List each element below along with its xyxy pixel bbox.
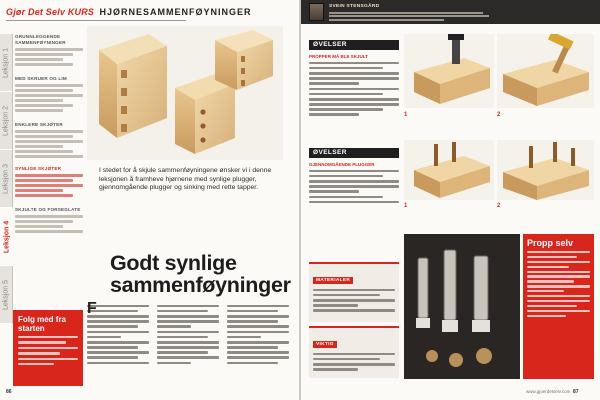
text-line	[309, 72, 399, 75]
text-line	[157, 315, 219, 318]
text-line	[87, 341, 149, 344]
sidebar-group	[15, 122, 83, 158]
plug-cutter-photo	[404, 234, 520, 379]
follow-along-box	[13, 310, 83, 386]
text-line	[15, 184, 83, 187]
text-line	[157, 341, 219, 344]
text-line	[87, 351, 149, 354]
text-line	[157, 362, 191, 365]
text-line	[329, 15, 489, 17]
step-caption	[497, 112, 594, 118]
text-line	[527, 266, 569, 268]
magazine-kicker	[6, 7, 252, 17]
text-line	[527, 315, 566, 317]
body-columns	[87, 302, 292, 386]
text-line	[15, 109, 63, 112]
text-line	[227, 315, 289, 318]
kicker-brand: Gjør Det Selv KURS	[6, 7, 95, 17]
text-line	[309, 201, 399, 204]
sidebar-heading: MED SKRUER OG LIM	[15, 76, 67, 81]
text-line	[15, 220, 73, 223]
sidebar-heading: SKJULTE OG FORSEGLATE	[15, 207, 81, 212]
tab-lesson-4[interactable]	[0, 208, 13, 266]
text-line	[309, 113, 359, 116]
text-line	[527, 251, 590, 253]
text-line	[309, 108, 383, 111]
step-caption	[404, 112, 494, 118]
tip-title: Folg med fra starten	[18, 315, 67, 333]
text-line	[15, 140, 83, 143]
step-number: 1	[404, 203, 408, 209]
text-line	[87, 346, 138, 349]
page-number: 86	[6, 389, 12, 395]
text-line	[227, 305, 289, 308]
exercise-heading: ØVELSER	[309, 40, 399, 50]
text-line	[309, 175, 383, 178]
text-line	[313, 289, 395, 292]
text-line	[527, 290, 564, 292]
propp-selv-panel	[523, 234, 594, 379]
text-line	[15, 48, 83, 51]
body-column	[87, 302, 149, 367]
dowel-illustration	[497, 140, 594, 200]
text-line	[227, 320, 278, 323]
tab-label: Leksjon 3	[2, 163, 10, 194]
wood-joints-illustration	[87, 26, 283, 160]
text-line	[18, 352, 60, 354]
text-line	[15, 155, 83, 158]
text-line	[15, 145, 63, 148]
joint-photo	[87, 26, 283, 160]
text-line	[87, 325, 138, 328]
article-headline: Godt synlige sammenføyninger	[110, 251, 291, 297]
text-line	[15, 84, 83, 87]
text-line	[15, 135, 73, 138]
text-line	[15, 215, 83, 218]
text-line	[15, 63, 73, 66]
step-photo	[497, 140, 594, 200]
step-number: 2	[497, 112, 501, 118]
sidebar-heading-active: SYNLIGE SKJØTER	[15, 166, 62, 171]
page-number: 87	[572, 389, 579, 395]
text-line	[87, 331, 149, 334]
left-page	[0, 0, 299, 400]
sidebar-group-active	[15, 166, 83, 197]
tab-lesson-3[interactable]	[0, 150, 13, 208]
text-line	[227, 310, 278, 313]
text-line	[15, 53, 73, 56]
exercise-heading: ØVELSER	[309, 148, 399, 158]
author-avatar	[309, 3, 324, 21]
text-line	[15, 99, 63, 102]
text-line	[329, 12, 483, 14]
step-caption	[497, 203, 594, 209]
author-bar	[301, 0, 600, 24]
text-line	[15, 130, 83, 133]
sidebar-group	[15, 76, 83, 112]
text-line	[15, 179, 73, 182]
text-line	[313, 309, 395, 312]
text-line	[309, 67, 383, 70]
page-footer	[6, 389, 14, 395]
step-number: 2	[497, 203, 501, 209]
footer-url	[526, 389, 579, 395]
text-line	[309, 93, 383, 96]
text-line	[309, 170, 399, 173]
text-line	[157, 336, 208, 339]
propp-title: Propp selv	[527, 238, 574, 248]
text-line	[527, 275, 590, 277]
text-line	[18, 363, 54, 365]
text-line	[313, 358, 380, 361]
text-line	[15, 94, 83, 97]
text-line	[87, 356, 138, 359]
text-line	[309, 82, 359, 85]
text-line	[157, 351, 208, 354]
text-line	[227, 341, 289, 344]
author-bio	[329, 10, 489, 22]
tab-label: Leksjon 2	[2, 105, 10, 136]
text-line	[313, 368, 358, 371]
text-line	[15, 150, 73, 153]
text-line	[313, 299, 395, 302]
text-line	[309, 62, 399, 65]
exercise-text	[309, 54, 399, 119]
text-line	[313, 363, 395, 366]
text-line	[527, 305, 577, 307]
important-box	[309, 326, 399, 378]
text-line	[15, 104, 73, 107]
step-photo	[404, 140, 494, 200]
text-line	[15, 194, 73, 197]
text-line	[527, 271, 590, 273]
text-line	[15, 89, 73, 92]
sidebar-heading: GRUNNLEGGENDE SAMMENFØYNINGER	[15, 34, 66, 45]
right-page	[301, 0, 600, 400]
author-name: SVEIN STENSGÅRD	[329, 4, 380, 9]
text-line	[157, 320, 219, 323]
body-column	[157, 302, 219, 367]
footer-url-text: www.gjoerdetselv.com	[526, 389, 571, 394]
text-line	[157, 310, 208, 313]
text-line	[309, 190, 359, 193]
text-line	[313, 294, 380, 297]
text-line	[527, 285, 590, 287]
text-line	[157, 331, 219, 334]
text-line	[157, 346, 219, 349]
text-line	[87, 336, 121, 339]
text-line	[329, 19, 444, 21]
intro-paragraph: I stedet for å skjule sammenføyningene ønsker vi i denne leksjonen å framheve hjørnene med synlige plugger, gjennomgående plugger og sinking med rette tapper.	[99, 167, 272, 192]
materials-title: MATERIALER	[313, 277, 353, 284]
tab-lesson-1[interactable]	[0, 34, 13, 92]
step-photo	[404, 34, 494, 108]
text-line	[227, 362, 278, 365]
step-number: 1	[404, 112, 408, 118]
text-line	[227, 336, 261, 339]
text-line	[309, 98, 399, 101]
text-line	[309, 77, 399, 80]
text-line	[18, 347, 78, 349]
hammer-illustration	[497, 34, 594, 108]
text-line	[157, 325, 191, 328]
text-line	[527, 261, 590, 263]
text-line	[15, 230, 83, 233]
text-line	[87, 320, 149, 323]
important-title: VIKTIG	[313, 341, 337, 348]
text-line	[18, 341, 66, 343]
header-rule	[6, 20, 186, 21]
exercise-lead: GJENNOMGÅENDE PLUGGER	[309, 162, 375, 167]
text-line	[309, 180, 399, 183]
text-line	[15, 225, 63, 228]
text-line	[227, 325, 289, 328]
text-line	[227, 351, 289, 354]
text-line	[313, 353, 395, 356]
sidebar-group	[15, 34, 83, 66]
text-line	[527, 280, 574, 282]
text-line	[309, 185, 399, 188]
text-line	[227, 356, 289, 359]
tab-lesson-2[interactable]	[0, 92, 13, 150]
text-line	[15, 58, 63, 61]
text-line	[15, 189, 63, 192]
text-line	[227, 331, 289, 334]
text-line	[227, 346, 278, 349]
text-line	[527, 256, 577, 258]
text-line	[313, 304, 358, 307]
text-line	[527, 300, 590, 302]
lesson-sidebar	[15, 34, 83, 288]
drop-cap: F	[87, 300, 97, 317]
tab-label: Leksjon 5	[2, 279, 10, 310]
tab-lesson-5[interactable]	[0, 266, 13, 324]
text-line	[15, 174, 83, 177]
plug-cutters-illustration	[404, 234, 520, 379]
sidebar-group	[15, 207, 83, 233]
text-line	[18, 336, 78, 338]
text-line	[157, 305, 219, 308]
drilling-illustration	[404, 34, 494, 108]
text-line	[527, 310, 590, 312]
tab-label: Leksjon 1	[2, 47, 10, 78]
sidebar-heading: ENKLERE SKJØTER	[15, 122, 63, 127]
exercise-lead: PROPPER MÅ BLE SKJULT	[309, 54, 368, 59]
text-line	[18, 358, 78, 360]
dowel-illustration	[404, 140, 494, 200]
text-line	[309, 88, 399, 91]
body-column	[227, 302, 289, 367]
text-line	[309, 196, 383, 199]
text-line	[157, 356, 219, 359]
text-line	[309, 103, 399, 106]
text-line	[527, 295, 590, 297]
step-photo	[497, 34, 594, 108]
section-title: HJØRNESAMMENFØYNINGER	[99, 7, 252, 17]
step-caption	[404, 203, 494, 209]
tab-label: Leksjon 4	[3, 220, 10, 253]
materials-box	[309, 262, 399, 322]
text-line	[87, 362, 149, 365]
exercise-text	[309, 162, 399, 206]
